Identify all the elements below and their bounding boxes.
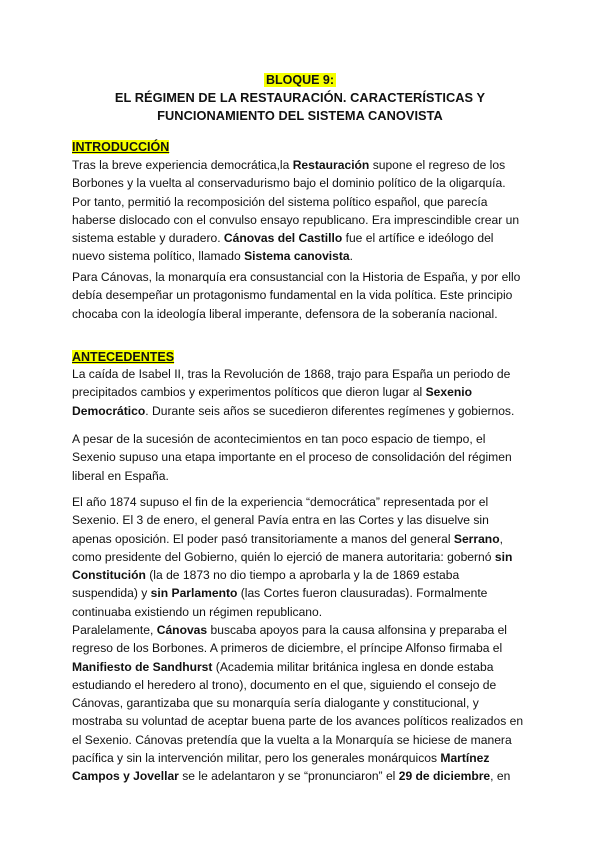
- paragraph-antecedentes-4: [72, 621, 532, 786]
- text-line: [72, 731, 532, 749]
- text-line: [72, 247, 532, 265]
- paragraph-intro-1: [72, 156, 532, 266]
- bold-text: Constitución: [72, 568, 146, 583]
- text-line: [72, 383, 532, 401]
- text-run: continuaba existiendo un régimen republicano.: [72, 604, 323, 619]
- text-run: liberal en España.: [72, 468, 169, 483]
- bold-text: 29 de diciembre: [398, 769, 491, 784]
- paragraph-intro-2: [72, 268, 532, 323]
- text-run: Borbones y la vuelta al conservadurismo bajo el dominio político de la oligarquía.: [72, 176, 506, 191]
- text-line: [72, 430, 532, 448]
- text-line: [72, 694, 532, 712]
- text-line: [72, 511, 532, 529]
- text-line: [72, 676, 532, 694]
- text-line: [72, 268, 532, 286]
- text-line: [72, 767, 532, 785]
- text-run: A pesar de la sucesión de acontecimientos en tan poco espacio de tiempo, el: [72, 432, 486, 446]
- text-run: supone el regreso de los: [369, 158, 506, 172]
- text-line: [72, 712, 532, 730]
- text-run: precipitados cambios y experimentos políticos que dieron lugar al: [72, 385, 426, 400]
- bold-text: Manifiesto de Sandhurst: [72, 659, 213, 674]
- text-line: [72, 365, 532, 383]
- text-run: Tras la breve experiencia democrática,la: [72, 158, 293, 172]
- document-title-line-2: FUNCIONAMIENTO DEL SISTEMA CANOVISTA: [157, 108, 443, 123]
- text-run: (las Cortes fueron clausuradas). Formalmente: [237, 586, 488, 601]
- section-heading-antecedentes: [72, 349, 174, 365]
- bold-text: Cánovas: [156, 623, 208, 637]
- text-line: [72, 211, 532, 229]
- text-run: Sexenio. El 3 de enero, el general Pavía entra en las Cortes y las disuelve sin: [72, 513, 489, 528]
- section-heading-introduccion: [72, 139, 169, 155]
- text-run: . Durante seis años se sucedieron diferentes regímenes y gobiernos.: [145, 403, 515, 418]
- bold-text: Sexenio: [425, 385, 472, 400]
- block-label-text: BLOQUE 9:: [265, 73, 335, 87]
- text-line: [72, 156, 532, 174]
- bold-text: Cánovas del Castillo: [223, 231, 343, 246]
- text-line: [72, 548, 532, 566]
- bold-text: sin: [494, 549, 513, 564]
- text-run: estudiando el heredero al trono), documento en el que, siguiendo el consejo de: [72, 677, 497, 692]
- text-run: .: [349, 249, 354, 264]
- text-run: pacífica y sin la intervención militar, pero los generales monárquicos: [72, 751, 441, 766]
- section-heading-introduccion-text: INTRODUCCIÓN: [72, 140, 170, 154]
- text-line: [72, 530, 532, 548]
- text-line: [72, 639, 532, 657]
- section-heading-antecedentes-text: ANTECEDENTES: [72, 350, 175, 364]
- paragraph-antecedentes-1: [72, 365, 532, 420]
- text-run: chocaba con la ideología liberal imperante, defensora de la soberanía nacional.: [72, 306, 498, 321]
- text-run: sistema estable y duradero.: [72, 231, 224, 246]
- text-line: [72, 305, 532, 323]
- bold-text: sin Parlamento: [150, 586, 238, 601]
- text-run: Para Cánovas, la monarquía era consustancial con la Historia de España, y por ello: [72, 270, 521, 284]
- bold-text: Restauración: [292, 158, 370, 172]
- text-line: [72, 286, 532, 304]
- text-run: Por tanto, permitió la recomposición del sistema político español, que parecía: [72, 194, 488, 209]
- paragraph-antecedentes-3: [72, 493, 532, 621]
- bold-text: Campos y Jovellar: [72, 769, 179, 784]
- text-run: el Sexenio. Cánovas pretendía que la vuelta a la Monarquía se hiciese de manera: [72, 732, 512, 747]
- text-run: nuevo sistema político, llamado: [72, 249, 245, 264]
- paragraph-antecedentes-2: [72, 430, 532, 485]
- text-run: Sexenio supuso una etapa importante en el proceso de consolidación del régimen: [72, 450, 512, 465]
- bold-text: Serrano: [453, 531, 500, 546]
- text-run: Cánovas, garantizaba que su monarquía sería dialogante y constitucional, y: [72, 696, 479, 711]
- block-label: [0, 72, 600, 88]
- text-run: buscaba apoyos para la causa alfonsina y preparaba el: [207, 623, 507, 637]
- text-run: se le adelantaron y se “pronunciaron” el: [178, 769, 399, 784]
- text-line: [72, 658, 532, 676]
- text-line: [72, 402, 532, 420]
- text-line: [72, 566, 532, 584]
- text-run: regreso de los Borbones. A primeros de diciembre, el príncipe Alfonso firmaba el: [72, 641, 503, 656]
- bold-text: Martínez: [440, 751, 490, 766]
- text-line: [72, 174, 532, 192]
- text-run: Paralelamente,: [72, 623, 157, 637]
- text-line: [72, 229, 532, 247]
- text-run: apenas oposición. El poder pasó transitoriamente a manos del general: [72, 531, 454, 546]
- text-run: mostraba su voluntad de aceptar buena parte de los avances políticos realizados en: [72, 714, 524, 729]
- text-line: [72, 584, 532, 602]
- text-run: La caída de Isabel II, tras la Revolución de 1868, trajo para España un periodo de: [72, 367, 511, 381]
- text-run: ,: [499, 531, 503, 546]
- text-line: [72, 621, 532, 639]
- bold-text: Democrático: [72, 403, 146, 418]
- text-line: [72, 467, 532, 485]
- text-run: fue el artífice e ideólogo del: [342, 231, 494, 246]
- text-run: como presidente del Gobierno, quién lo ejerció de manera autoritaria: gobernó: [72, 549, 495, 564]
- text-line: [72, 749, 532, 767]
- text-run: debía desempeñar un protagonismo fundamental en la vida política. Este principio: [72, 288, 513, 303]
- document-title-line-1: EL RÉGIMEN DE LA RESTAURACIÓN. CARACTERÍSTICAS Y: [114, 90, 486, 105]
- text-run: haberse dislocado con el convulso ensayo republicano. Era imprescindible crear un: [72, 212, 520, 227]
- text-run: (la de 1873 no dio tiempo a aprobarla y la de 1869 estaba: [145, 568, 460, 583]
- text-line: [72, 193, 532, 211]
- bold-text: Sistema canovista: [244, 249, 350, 264]
- text-line: [72, 448, 532, 466]
- text-run: (Academia militar británica inglesa en donde estaba: [212, 659, 494, 674]
- text-run: El año 1874 supuso el fin de la experiencia “democrática” representada por el: [72, 495, 489, 509]
- text-run: suspendida) y: [72, 586, 151, 601]
- text-line: [72, 493, 532, 511]
- text-run: , en: [490, 769, 511, 784]
- text-line: [72, 603, 532, 621]
